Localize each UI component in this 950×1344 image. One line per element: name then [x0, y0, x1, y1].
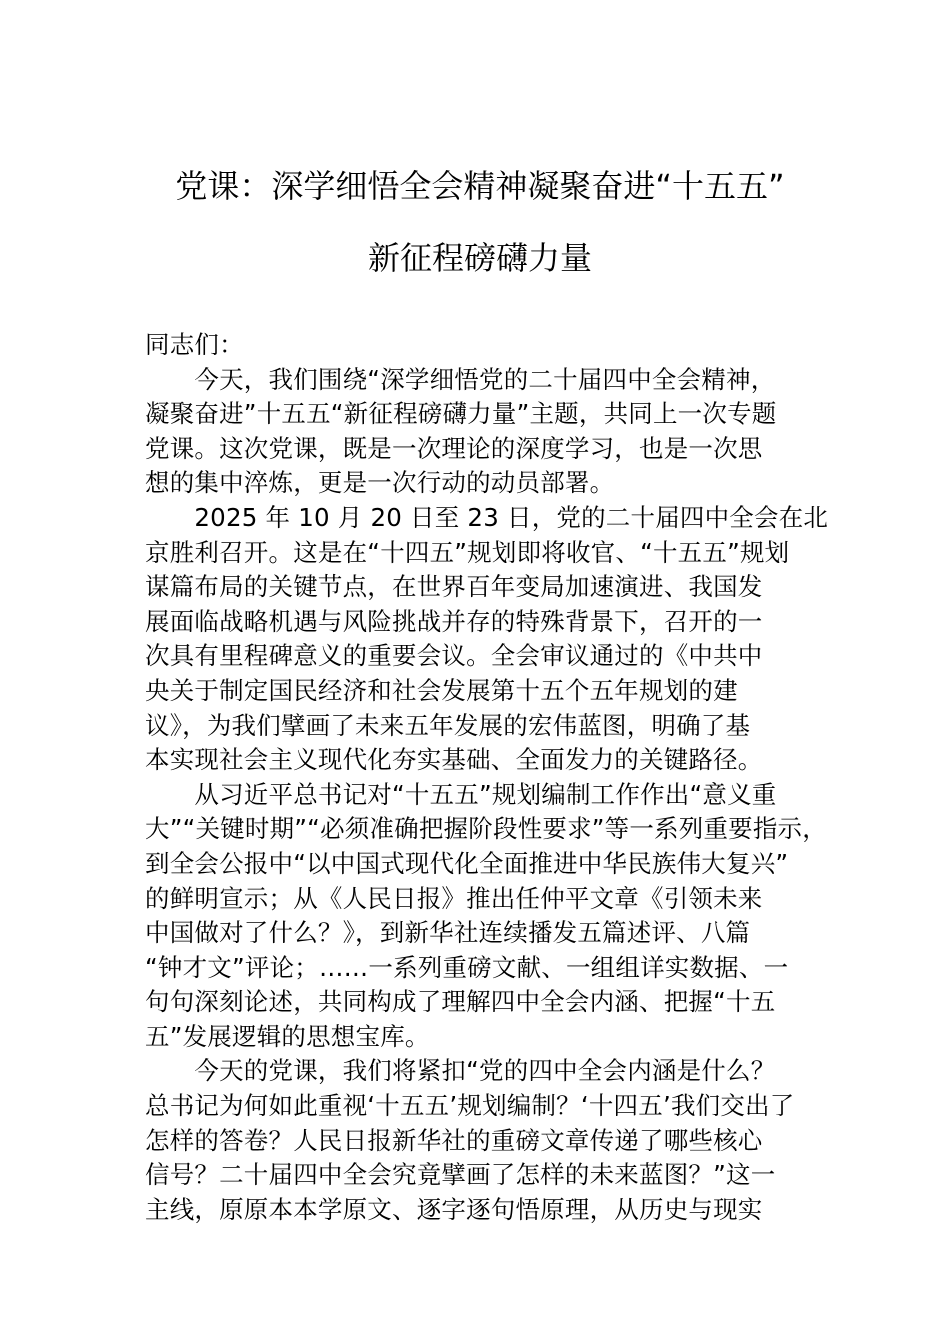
- text-line: 今天，我们围绕“深学细悟党的二十届四中全会精神，: [145, 364, 776, 394]
- text-line: 怎样的答卷？人民日报新华社的重磅文章传递了哪些核心: [145, 1125, 763, 1155]
- document-body: [145, 328, 835, 1227]
- document-title-line-1: 党课：深学细悟全会精神凝聚奋进“十五五”: [175, 167, 785, 205]
- paragraph-2: [145, 501, 835, 778]
- text-line: 主线，原原本本学原文、逐字逐句悟原理，从历史与现实: [145, 1194, 763, 1224]
- text-line: 五”发展逻辑的思想宝库。: [145, 1021, 430, 1051]
- text-line: 中国做对了什么？》，到新华社连续播发五篇述评、八篇: [145, 918, 751, 948]
- text-line: 展面临战略机遇与风险挑战并存的特殊背景下，召开的一: [145, 606, 763, 636]
- text-line: 央关于制定国民经济和社会发展第十五个五年规划的建: [145, 675, 738, 705]
- text-line: 议》，为我们擘画了未来五年发展的宏伟蓝图，明确了基: [145, 710, 751, 740]
- text-line: 大”“关键时期”“必须准确把握阶段性要求”等一系列重要指示，: [145, 814, 827, 844]
- text-line: 党课。这次党课，既是一次理论的深度学习，也是一次思: [145, 433, 763, 463]
- paragraph-1: [145, 363, 835, 501]
- text-line: “钟才文”评论；……一系列重磅文献、一组组详实数据、一: [145, 952, 789, 982]
- text-line: 句句深刻论述，共同构成了理解四中全会内涵、把握“十五: [145, 987, 776, 1017]
- document-title-line-2: 新征程磅礴力量: [367, 239, 592, 277]
- text-line: 总书记为何如此重视‘十五五’规划编制？‘十四五’我们交出了: [145, 1091, 795, 1121]
- text-line: 本实现社会主义现代化夯实基础、全面发力的关键路径。: [145, 745, 763, 775]
- paragraph-4: [145, 1054, 835, 1227]
- text-line: 今天的党课，我们将紧扣“党的四中全会内涵是什么？: [145, 1056, 776, 1086]
- text-line: 想的集中淬炼，更是一次行动的动员部署。: [145, 468, 615, 498]
- greeting: 同志们：: [145, 330, 244, 359]
- text-line: 谋篇布局的关键节点，在世界百年变局加速演进、我国发: [145, 572, 763, 602]
- text-line: 到全会公报中“以中国式现代化全面推进中华民族伟大复兴”: [145, 848, 789, 878]
- paragraph-3: [145, 778, 835, 1055]
- text-line: 的鲜明宣示；从《人民日报》推出任仲平文章《引领未来: [145, 883, 763, 913]
- text-line: 京胜利召开。这是在“十四五”规划即将收官、“十五五”规划: [145, 537, 790, 567]
- text-line: 次具有里程碑意义的重要会议。全会审议通过的《中共中: [145, 641, 763, 671]
- text-line: 凝聚奋进”十五五“新征程磅礴力量”主题，共同上一次专题: [145, 399, 777, 429]
- text-line: 从习近平总书记对“十五五”规划编制工作作出“意义重: [145, 779, 777, 809]
- text-line: 信号？二十届四中全会究竟擘画了怎样的未来蓝图？”这一: [145, 1160, 776, 1190]
- text-line: 2025 年 10 月 20 日至 23 日，党的二十届四中全会在北: [145, 502, 829, 532]
